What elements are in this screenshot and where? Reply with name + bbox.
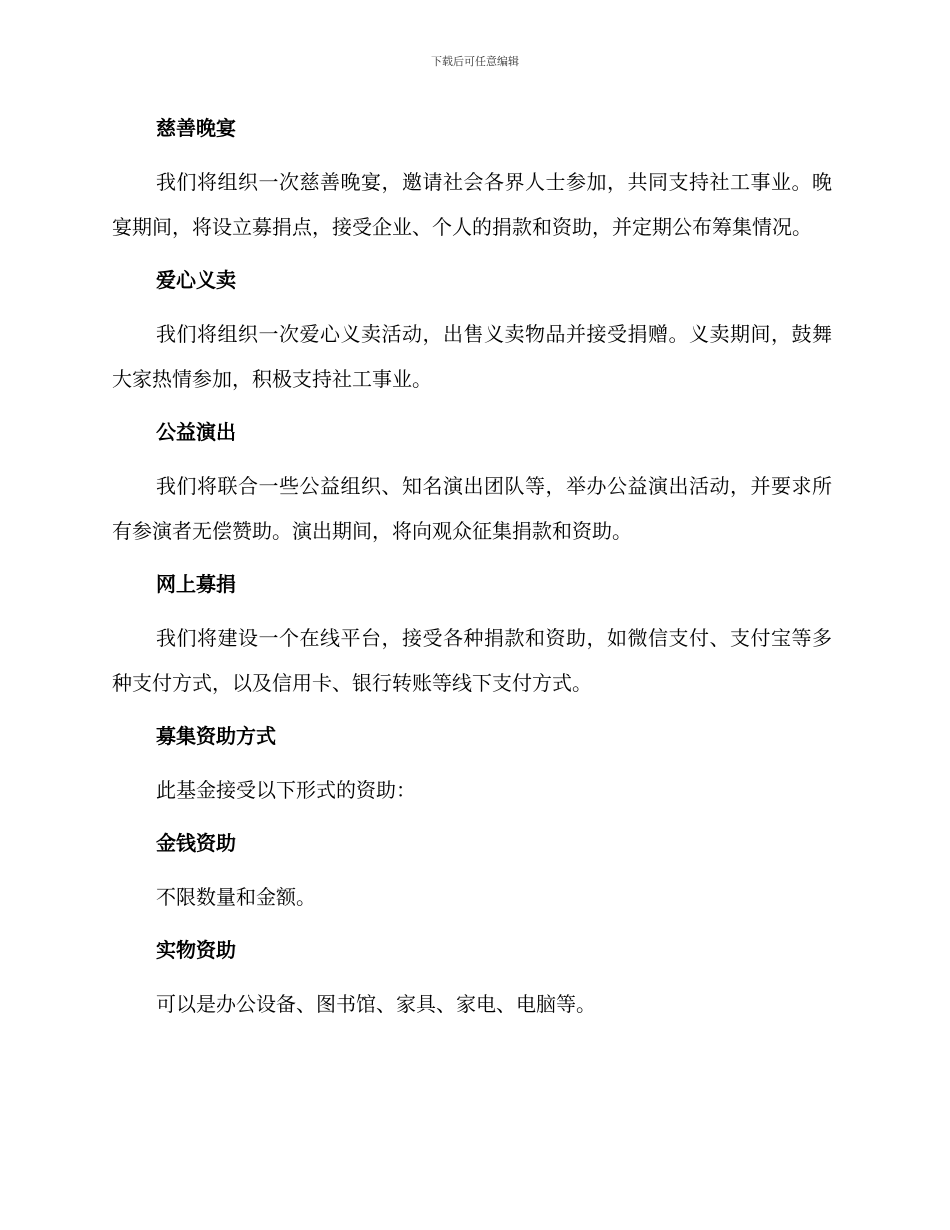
section-paragraph: 我们将组织一次慈善晚宴，邀请社会各界人士参加，共同支持社工事业。晚宴期间，将设立募捐点，接受企业、个人的捐款和资助，并定期公布筹集情况。 [112, 170, 832, 239]
section-heading: 募集资助方式 [156, 724, 276, 748]
section-paragraph: 我们将组织一次爱心义卖活动，出售义卖物品并接受捐赠。义卖期间，鼓舞大家热情参加，积极支持社工事业。 [112, 322, 832, 391]
section-paragraph: 我们将联合一些公益组织、知名演出团队等，举办公益演出活动，并要求所有参演者无偿赞助。演出期间，将向观众征集捐款和资助。 [112, 474, 832, 543]
section-paragraph: 此基金接受以下形式的资助： [156, 778, 416, 802]
page-header-note: 下载后可任意编辑 [431, 55, 519, 68]
section-heading: 公益演出 [156, 420, 236, 444]
section-heading: 实物资助 [156, 938, 236, 962]
document-body [112, 110, 832, 1027]
section-paragraph: 不限数量和金额。 [156, 885, 316, 909]
section-heading: 慈善晚宴 [156, 116, 236, 140]
section-heading: 爱心义卖 [156, 268, 236, 292]
section-heading: 网上募捐 [156, 572, 236, 596]
section-paragraph: 我们将建设一个在线平台，接受各种捐款和资助，如微信支付、支付宝等多种支付方式，以及信用卡、银行转账等线下支付方式。 [112, 626, 832, 695]
section-heading: 金钱资助 [156, 831, 236, 855]
section-paragraph: 可以是办公设备、图书馆、家具、家电、电脑等。 [156, 992, 596, 1016]
